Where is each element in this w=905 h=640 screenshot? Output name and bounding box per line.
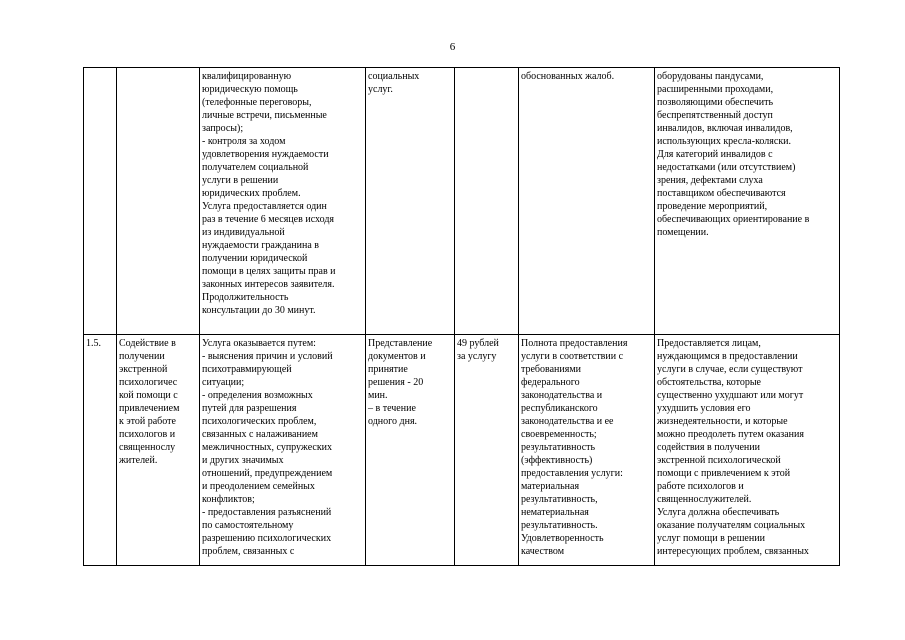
table-cell-description: квалифицированную юридическую помощь (телефонные переговоры, личные встречи, письменные запросы); - контроля за ходом удовлетворения нуждаемости получателем социальной услуги в решении юридических проблем. Услуга предоставляется один раз в течение 6 месяцев исходя из индивидуальной нуждаемости гражданина в получении юридической помощи в целях защиты прав и законных интересов заявителя. Продолжительность консультации до 30 минут. xyxy=(200,68,366,335)
table-cell-timing: Представление документов и принятие решения - 20 мин. – в течение одного дня. xyxy=(366,335,455,566)
table-cell-service-name: Содействие в получении экстренной психологичес кой помощи с привлечением к этой работе психологов и священнослу жителей. xyxy=(117,335,200,566)
table-row xyxy=(84,335,840,566)
table-cell-quality: Полнота предоставления услуги в соответствии с требованиями федерального законодательства и республиканского законодательства и ее своевременность; результативность (эффективность) предоставления услуги: материальная результативность, нематериальная результативность. Удовлетворенность качеством xyxy=(519,335,655,566)
table-cell-price xyxy=(455,68,519,335)
table-cell-description: Услуга оказывается путем: - выяснения причин и условий психотравмирующей ситуации; - определения возможных путей для разрешения психологических проблем, связанных с налаживанием межличностных, супружеских и других значимых отношений, предупреждением и преодолением семейных конфликтов; - предоставления разъяснений по самостоятельному разрешению психологических проблем, связанных с xyxy=(200,335,366,566)
table-cell-conditions: Предоставляется лицам, нуждающимся в предоставлении услуги в случае, если существуют обстоятельства, которые существенно ухудшают или могут ухудшить условия его жизнедеятельности, и которые можно преодолеть путем оказания содействия в получении экстренной психологической помощи с привлечением к этой работе психологов и священнослужителей. Услуга должна обеспечивать оказание получателям социальных услуг помощи в решении интересующих проблем, связанных xyxy=(655,335,840,566)
table-cell-price: 49 рублей за услугу xyxy=(455,335,519,566)
table-cell-service-name xyxy=(117,68,200,335)
table-cell-conditions: оборудованы пандусами, расширенными проходами, позволяющими обеспечить беспрепятственный доступ инвалидов, включая инвалидов, использующих кресла-коляски. Для категорий инвалидов с недостатками (или отсутствием) зрения, дефектами слуха поставщиком обеспечиваются проведение мероприятий, обеспечивающих ориентирование в помещении. xyxy=(655,68,840,335)
table-row xyxy=(84,68,840,335)
table-cell-number xyxy=(84,68,117,335)
page-number: 6 xyxy=(449,41,456,53)
table-cell-timing: социальных услуг. xyxy=(366,68,455,335)
table-cell-quality: обоснованных жалоб. xyxy=(519,68,655,335)
table-cell-number: 1.5. xyxy=(84,335,117,566)
services-table xyxy=(83,67,840,566)
